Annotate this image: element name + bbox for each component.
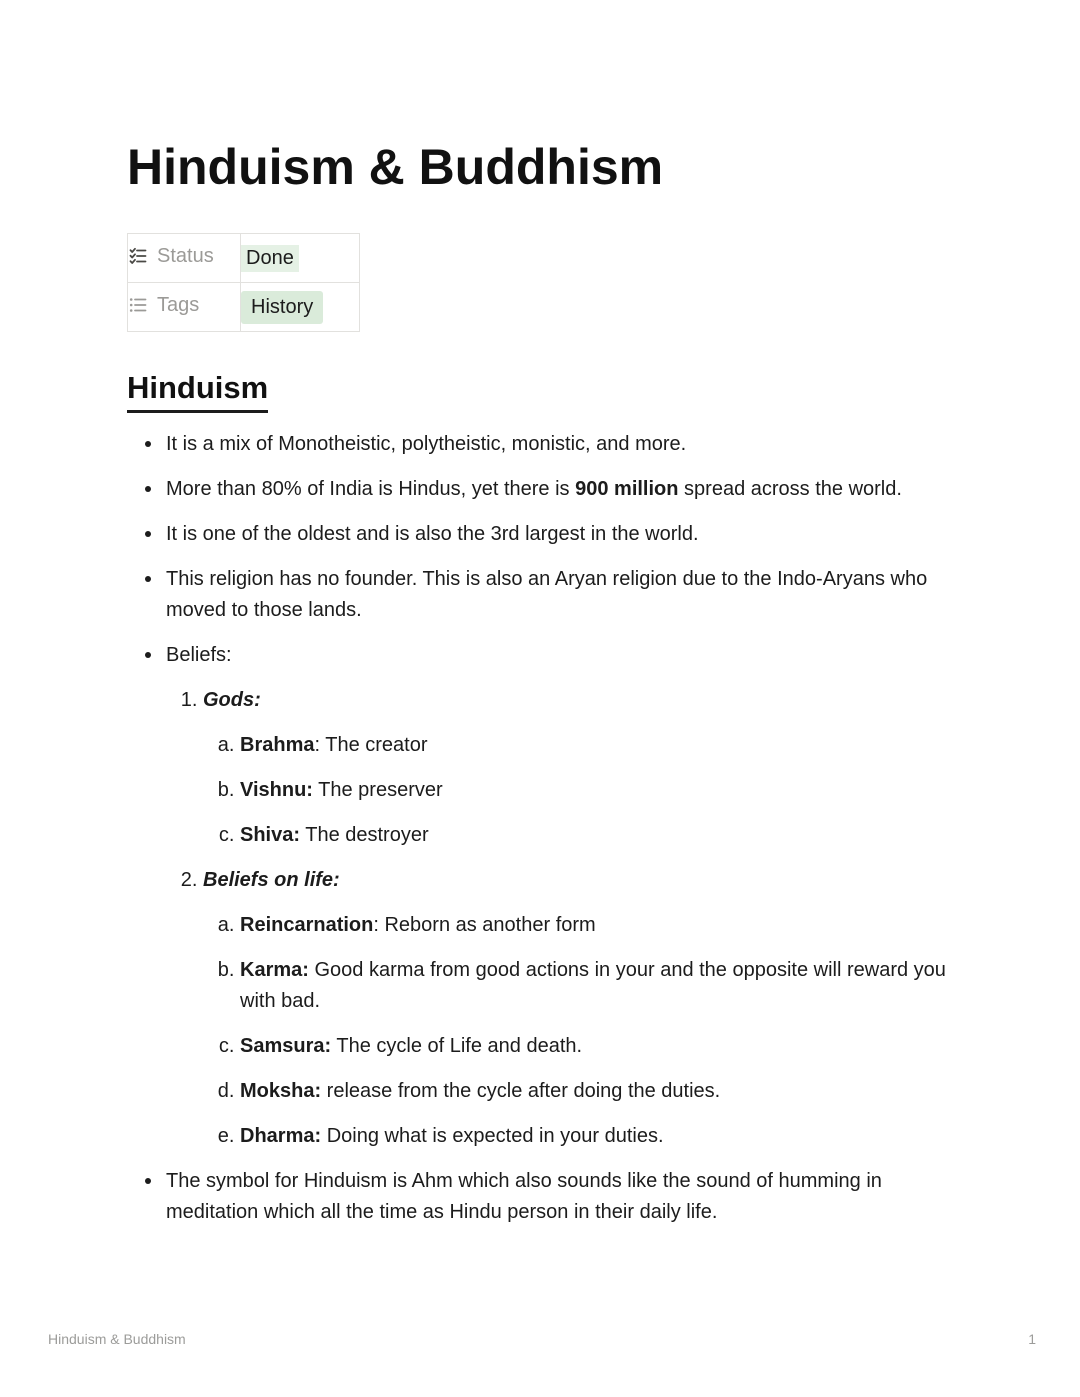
page-footer bbox=[48, 1331, 1036, 1347]
tag-pill: History bbox=[241, 291, 323, 324]
document-content bbox=[127, 0, 950, 1242]
property-label bbox=[128, 245, 214, 268]
list-item-text: More than 80% of India is Hindus, yet there is bbox=[166, 477, 576, 500]
lettered-list bbox=[203, 730, 950, 851]
list-item bbox=[240, 775, 950, 806]
property-label-cell bbox=[128, 283, 241, 332]
list-item bbox=[240, 1076, 950, 1107]
list-item-text: Beliefs: bbox=[166, 643, 232, 666]
list-item-text: It is a mix of Monotheistic, polytheistic, monistic, and more. bbox=[166, 432, 687, 455]
property-row-tags bbox=[128, 283, 360, 332]
list-item bbox=[166, 564, 950, 626]
property-value-cell bbox=[241, 234, 360, 283]
list-item bbox=[166, 474, 950, 505]
list-item-bold-text: 900 million bbox=[575, 477, 679, 500]
lettered-list bbox=[203, 910, 950, 1152]
list-item bbox=[166, 640, 950, 1152]
list-item bbox=[240, 955, 950, 1017]
list-item-text: It is one of the oldest and is also the 3rd largest in the world. bbox=[166, 522, 699, 545]
list-item bbox=[166, 1166, 950, 1228]
status-value-badge: Done bbox=[241, 245, 299, 272]
list-item bbox=[240, 910, 950, 941]
list-item bbox=[240, 730, 950, 761]
definition-text: : The creator bbox=[314, 733, 428, 756]
term-text: Moksha: bbox=[240, 1079, 322, 1102]
property-value-cell bbox=[241, 283, 360, 332]
definition-text: Good karma from good actions in your and the opposite will reward you with bad. bbox=[240, 958, 946, 1012]
list-item-text: This religion has no founder. This is also an Aryan religion due to the Indo-Aryans who moved to those lands. bbox=[166, 567, 928, 621]
section-heading bbox=[127, 369, 950, 413]
definition-text: The preserver bbox=[312, 778, 443, 801]
definition-text: : Reborn as another form bbox=[373, 913, 596, 936]
term-text: Reincarnation bbox=[240, 913, 374, 936]
definition-text: Doing what is expected in your duties. bbox=[321, 1124, 664, 1147]
page-title: Hinduism & Buddhism bbox=[127, 139, 664, 195]
list-item bbox=[203, 685, 950, 851]
list-item-heading-text: Beliefs on life: bbox=[203, 868, 340, 891]
list-item bbox=[240, 1121, 950, 1152]
property-label bbox=[128, 294, 199, 317]
term-text: Karma: bbox=[240, 958, 309, 981]
term-text: Shiva: bbox=[240, 823, 301, 846]
term-text: Dharma: bbox=[240, 1124, 322, 1147]
property-label-cell bbox=[128, 234, 241, 283]
bullet-list bbox=[127, 429, 950, 1228]
property-label-text: Tags bbox=[157, 293, 200, 316]
definition-text: release from the cycle after doing the duties. bbox=[321, 1079, 721, 1102]
bulleted-list-icon bbox=[128, 295, 148, 315]
property-label-text: Status bbox=[157, 244, 214, 267]
list-item bbox=[166, 429, 950, 460]
list-item bbox=[166, 519, 950, 550]
list-item bbox=[203, 865, 950, 1152]
numbered-list bbox=[166, 685, 950, 1152]
checklist-icon bbox=[128, 246, 148, 266]
definition-text: The cycle of Life and death. bbox=[331, 1034, 583, 1057]
footer-document-title: Hinduism & Buddhism bbox=[48, 1331, 186, 1347]
list-item-text: The symbol for Hinduism is Ahm which also sounds like the sound of humming in meditation which all the time as Hindu person in their daily life. bbox=[166, 1169, 882, 1223]
property-row-status bbox=[128, 234, 360, 283]
term-text: Vishnu: bbox=[240, 778, 313, 801]
list-item-text: spread across the world. bbox=[678, 477, 902, 500]
footer-page-number: 1 bbox=[1028, 1331, 1036, 1347]
section-heading-text: Hinduism bbox=[127, 369, 268, 413]
definition-text: The destroyer bbox=[300, 823, 429, 846]
term-text: Brahma bbox=[240, 733, 315, 756]
list-item-heading-text: Gods: bbox=[203, 688, 261, 711]
list-item bbox=[240, 1031, 950, 1062]
properties-table bbox=[127, 233, 360, 332]
term-text: Samsura: bbox=[240, 1034, 332, 1057]
list-item bbox=[240, 820, 950, 851]
